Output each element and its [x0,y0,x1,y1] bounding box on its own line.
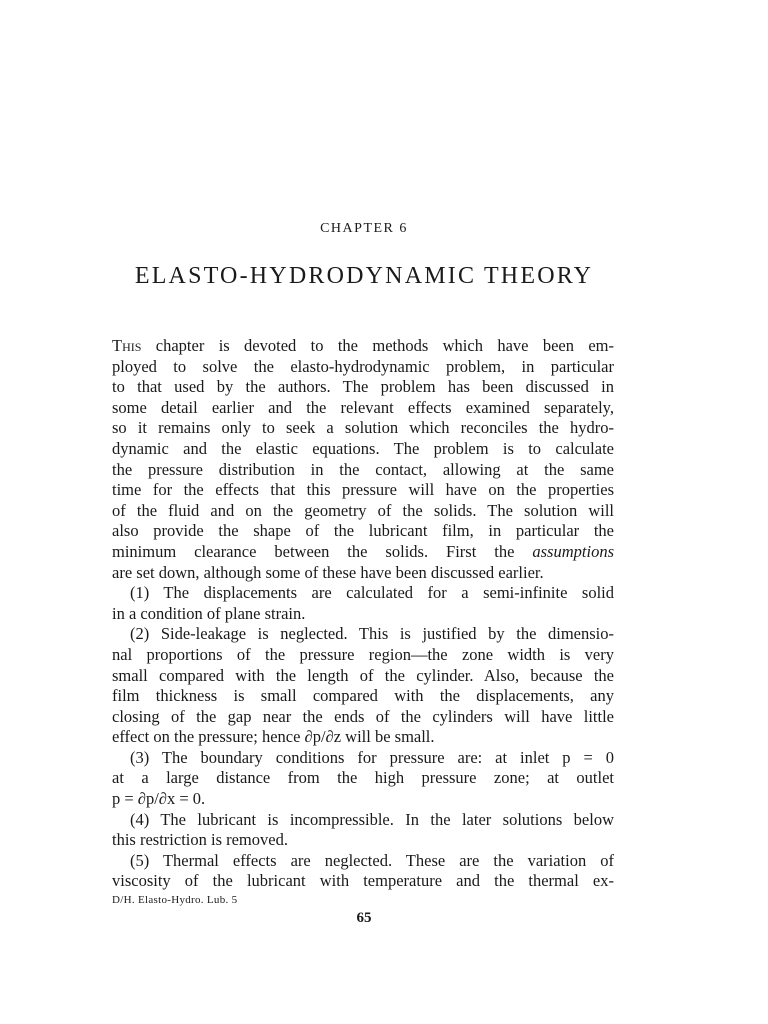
first-word: This [112,336,142,355]
text-line-2: ployed to solve the elasto-hydrodynamic problem, in particular [112,356,614,376]
text-line-25: this restriction is removed. [112,830,288,850]
text-line-23: p = ∂p/∂x = 0. [112,789,206,809]
chapter-label: CHAPTER 6 [320,221,408,236]
body-text [112,336,614,892]
text-line-17: small compared with the length of the cylinder. Also, because the [112,665,614,685]
text-line-22: at a large distance from the high pressure zone; at outlet [112,768,614,788]
chapter-title: ELASTO-HYDRODYNAMIC THEORY [134,263,594,289]
text-line-14: in a condition of plane strain. [112,603,306,623]
text-line-15: (2) Side-leakage is neglected. This is justified by the dimensio- [130,624,614,644]
text-line-11 [112,542,614,563]
text-line-27: viscosity of the lubricant with temperature and the thermal ex- [112,871,614,891]
text-line-24: (4) The lubricant is incompressible. In the later solutions below [130,809,614,829]
text-line-19: closing of the gap near the ends of the cylinders will have little [112,706,614,726]
text-line-8: time for the effects that this pressure will have on the properties [112,480,614,500]
text-line-11-start: minimum clearance between the solids. First the [112,541,533,561]
text-line-21: (3) The boundary conditions for pressure are: at inlet p = 0 [130,747,614,767]
text-line-18: film thickness is small compared with the displacements, any [112,686,614,706]
text-line-10: also provide the shape of the lubricant film, in particular the [112,521,614,541]
text-line-26: (5) Thermal effects are neglected. These are the variation of [130,850,614,870]
text-line-5: so it remains only to seek a solution which reconciles the hydro- [112,418,614,438]
text-line-20: effect on the pressure; hence ∂p/∂z will be small. [112,727,435,747]
page-number: 65 [356,910,372,926]
text-line-16: nal proportions of the pressure region—the zone width is very [112,644,614,664]
text-line-6: dynamic and the elastic equations. The problem is to calculate [112,438,614,458]
text-line-12: are set down, although some of these have been discussed earlier. [112,562,544,582]
italic-word: assumptions [532,541,614,561]
text-line-4: some detail earlier and the relevant effects examined separately, [112,397,614,417]
text-line-9: of the fluid and on the geometry of the solids. The solution will [112,500,614,520]
text-line-7: the pressure distribution in the contact, allowing at the same [112,459,614,479]
text-line-3: to that used by the authors. The problem has been discussed in [112,377,614,397]
text-line-13: (1) The displacements are calculated for a semi-infinite solid [130,583,614,603]
signature-mark: D/H. Elasto-Hydro. Lub. 5 [112,894,238,906]
text-line-1 [112,336,614,357]
text-line-1-rest: chapter is devoted to the methods which have been em- [141,336,614,355]
